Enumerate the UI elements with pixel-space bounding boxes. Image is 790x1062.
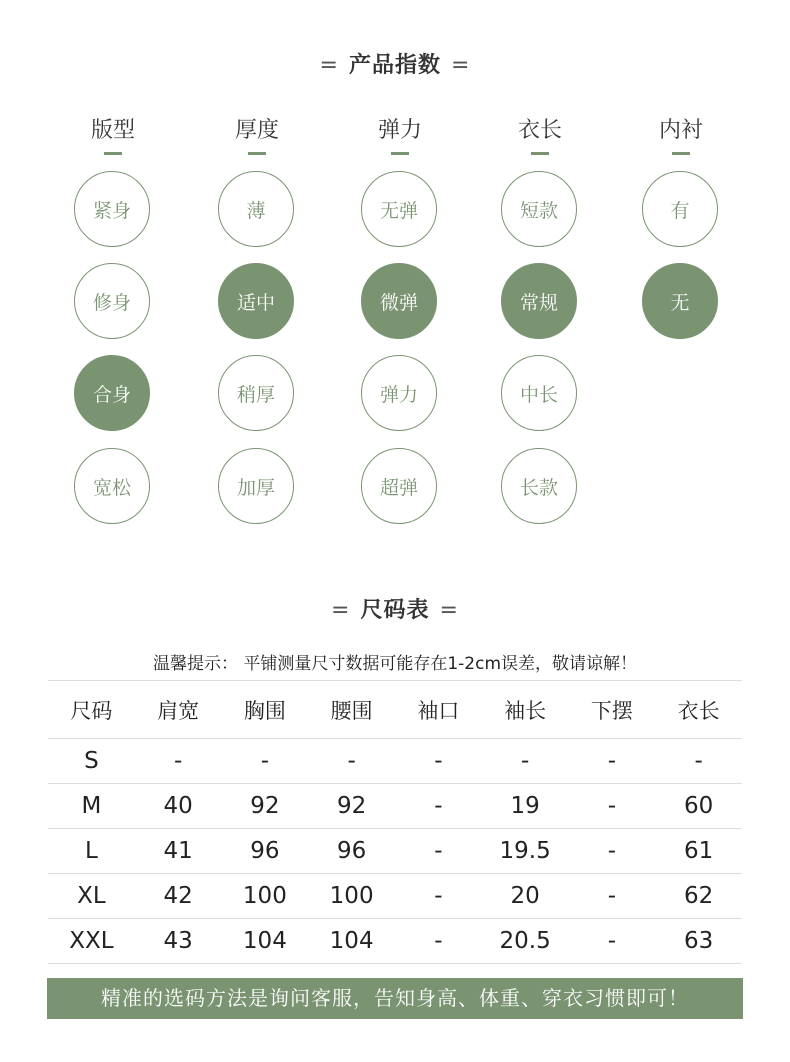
option-circle-selected: 合身 <box>74 355 150 431</box>
measurement-cell: 60 <box>655 784 742 829</box>
option-circle: 弹力 <box>361 355 437 431</box>
title-decoration-right: = <box>451 53 471 78</box>
table-row <box>48 874 742 919</box>
measurement-cell: 19.5 <box>482 829 569 874</box>
measurement-cell: - <box>222 739 309 784</box>
measurement-cell: 20.5 <box>482 919 569 964</box>
measurement-cell: 96 <box>308 829 395 874</box>
index-column <box>490 116 590 499</box>
measurement-cell: 96 <box>222 829 309 874</box>
index-column <box>207 116 307 499</box>
measurement-cell: 62 <box>655 874 742 919</box>
option-circle-selected: 常规 <box>501 263 577 339</box>
heading-underline <box>391 152 409 155</box>
measurement-cell: 40 <box>135 784 222 829</box>
index-column-heading: 弹力 <box>377 118 422 143</box>
measurement-cell: 20 <box>482 874 569 919</box>
measurement-cell: - <box>569 874 656 919</box>
option-circle: 有 <box>642 171 718 247</box>
measurement-cell: - <box>395 739 482 784</box>
size-table-header-cell: 肩宽 <box>135 681 222 739</box>
measurement-cell: - <box>482 739 569 784</box>
option-circle-selected: 适中 <box>218 263 294 339</box>
title-decoration-left: = <box>331 598 351 623</box>
option-circle: 修身 <box>74 263 150 339</box>
measurement-cell: 100 <box>222 874 309 919</box>
measurement-cell: - <box>569 919 656 964</box>
measurement-cell: - <box>395 919 482 964</box>
title-decoration-left: = <box>319 53 339 78</box>
measurement-cell: - <box>395 874 482 919</box>
index-column-heading: 内衬 <box>658 118 703 143</box>
option-circle: 宽松 <box>74 448 150 524</box>
option-circle: 中长 <box>501 355 577 431</box>
size-label-cell: L <box>48 829 135 874</box>
measurement-cell: 41 <box>135 829 222 874</box>
index-column-heading: 衣长 <box>517 118 562 143</box>
measurement-cell: - <box>135 739 222 784</box>
heading-underline <box>531 152 549 155</box>
table-row <box>48 919 742 964</box>
option-circle: 紧身 <box>74 171 150 247</box>
size-table-header-cell: 袖口 <box>395 681 482 739</box>
measurement-cell: 19 <box>482 784 569 829</box>
option-circle: 短款 <box>501 171 577 247</box>
table-row <box>48 739 742 784</box>
size-table-header-row <box>48 681 742 739</box>
option-circle-selected: 无 <box>642 263 718 339</box>
size-label-cell: S <box>48 739 135 784</box>
measurement-cell: - <box>395 829 482 874</box>
size-label-cell: XXL <box>48 919 135 964</box>
measurement-cell: 104 <box>308 919 395 964</box>
size-table-header-cell: 下摆 <box>569 681 656 739</box>
option-circle: 无弹 <box>361 171 437 247</box>
measurement-cell: - <box>655 739 742 784</box>
measurement-cell: - <box>569 784 656 829</box>
size-table-header-cell: 衣长 <box>655 681 742 739</box>
index-column-heading: 厚度 <box>234 118 279 143</box>
measurement-cell: 104 <box>222 919 309 964</box>
measurement-cell: - <box>308 739 395 784</box>
heading-underline <box>672 152 690 155</box>
size-table-body <box>48 739 742 964</box>
size-table-header-cell: 胸围 <box>222 681 309 739</box>
option-circle: 超弹 <box>361 448 437 524</box>
size-table-header-cell: 袖长 <box>482 681 569 739</box>
measurement-cell: 92 <box>222 784 309 829</box>
size-table <box>48 680 742 964</box>
measurement-cell: 100 <box>308 874 395 919</box>
sizing-advice-banner: 精准的选码方法是询问客服，告知身高、体重、穿衣习惯即可！ <box>47 978 743 1019</box>
option-circle-selected: 微弹 <box>361 263 437 339</box>
index-column-heading: 版型 <box>90 118 135 143</box>
option-circle: 薄 <box>218 171 294 247</box>
size-chart-title-text: 尺码表 <box>360 598 430 623</box>
size-table-header-cell: 腰围 <box>308 681 395 739</box>
option-circle: 稍厚 <box>218 355 294 431</box>
option-circle: 长款 <box>501 448 577 524</box>
table-row <box>48 829 742 874</box>
heading-underline <box>104 152 122 155</box>
index-column <box>63 116 163 499</box>
measurement-tip: 温馨提示： 平铺测量尺寸数据可能存在1-2cm误差，敬请谅解！ <box>152 654 638 674</box>
product-index-title-text: 产品指数 <box>348 53 441 78</box>
size-label-cell: XL <box>48 874 135 919</box>
measurement-cell: 43 <box>135 919 222 964</box>
size-label-cell: M <box>48 784 135 829</box>
product-index-title <box>0 48 790 79</box>
measurement-cell: 92 <box>308 784 395 829</box>
measurement-cell: 61 <box>655 829 742 874</box>
measurement-cell: 42 <box>135 874 222 919</box>
measurement-cell: - <box>569 739 656 784</box>
measurement-cell: - <box>569 829 656 874</box>
index-column <box>350 116 450 499</box>
option-circle: 加厚 <box>218 448 294 524</box>
index-column <box>631 116 731 314</box>
size-chart-title <box>0 593 790 624</box>
title-decoration-right: = <box>439 598 459 623</box>
size-table-header-cell: 尺码 <box>48 681 135 739</box>
table-row <box>48 784 742 829</box>
heading-underline <box>248 152 266 155</box>
measurement-cell: - <box>395 784 482 829</box>
measurement-cell: 63 <box>655 919 742 964</box>
